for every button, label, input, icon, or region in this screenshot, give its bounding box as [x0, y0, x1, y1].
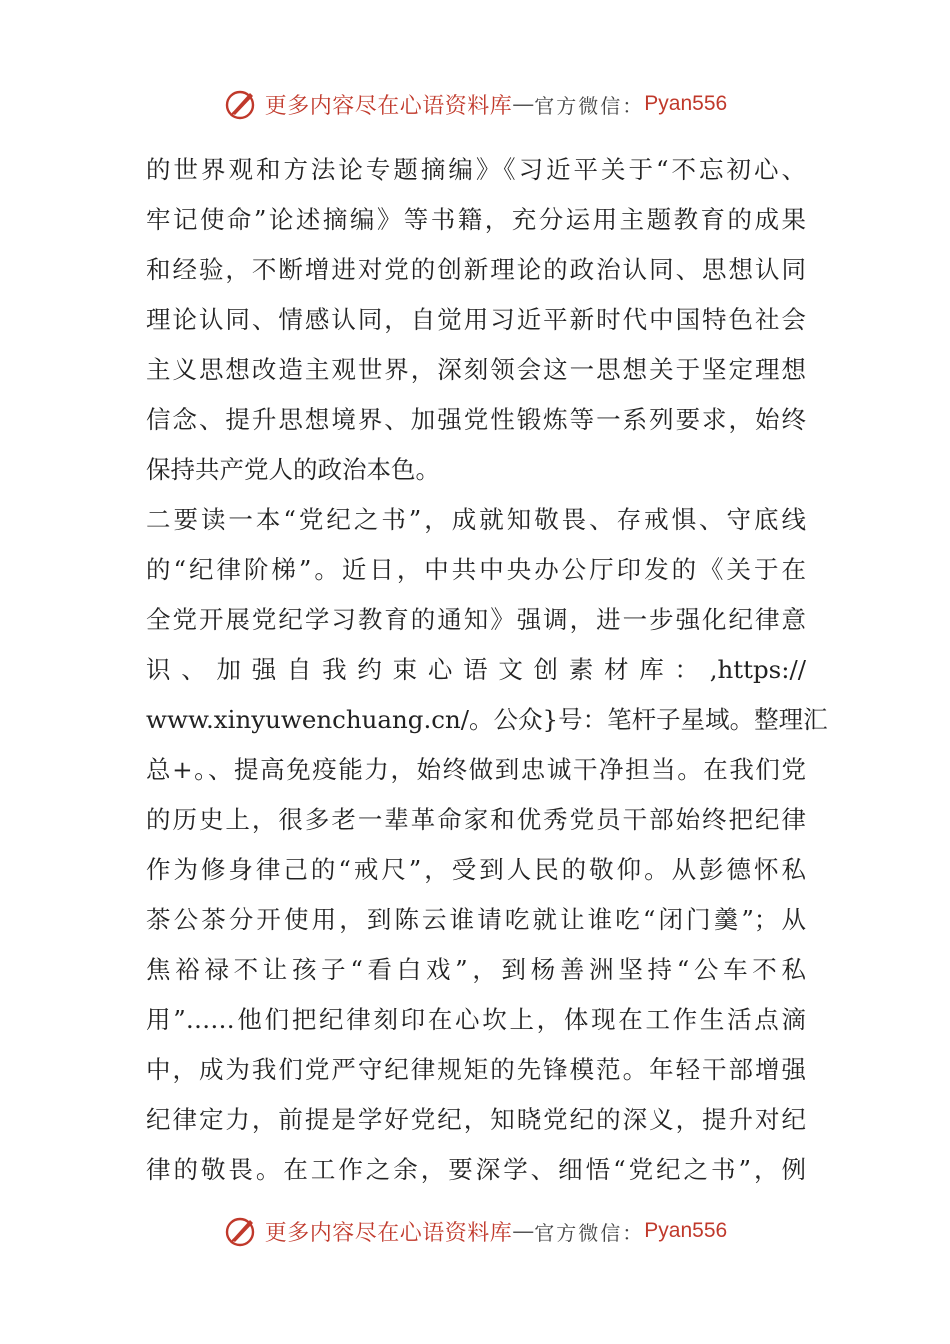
text-line: 纪律定力，前提是学好党纪，知晓党纪的深义，提升对纪: [146, 1105, 806, 1134]
text-line: 中，成为我们党严守纪律规矩的先锋模范。年轻干部增强: [146, 1055, 806, 1084]
text-line: 的“纪律阶梯”。近日，中共中央办公厅印发的《关于在: [146, 555, 806, 584]
text-line: 信念、提升思想境界、加强党性锻炼等一系列要求，始终: [146, 405, 806, 434]
footer-banner: [0, 1211, 950, 1251]
banner-wechat-label: 官方微信：: [534, 1220, 645, 1245]
banner-wechat-id: Pyan556: [644, 1219, 728, 1242]
text-line: 的历史上，很多老一辈革命家和优秀党员干部始终把纪律: [146, 805, 806, 834]
text-line: 律的敬畏。在工作之余，要深学、细悟“党纪之书”，例: [146, 1155, 806, 1184]
text-line: www.xinyuwenchuang.cn/。公众}号：笔杆子星域。整理汇: [146, 705, 828, 734]
text-line: 二要读一本“党纪之书”，成就知敬畏、存戒惧、守底线: [146, 505, 806, 534]
quill-pen-seal-icon: [223, 86, 259, 122]
text-line: 的世界观和方法论专题摘编》《习近平关于“不忘初心、: [146, 155, 806, 184]
text-line: 主义思想改造主观世界，深刻领会这一思想关于坚定理想: [146, 355, 806, 384]
text-line: 全党开展党纪学习教育的通知》强调，进一步强化纪律意: [146, 605, 806, 634]
banner-separator: —: [512, 1218, 535, 1244]
header-banner: [0, 84, 950, 124]
body-text: [146, 145, 828, 1195]
text-line: 作为修身律己的“戒尺”，受到人民的敬仰。从彭德怀私: [146, 855, 806, 884]
banner-separator: —: [512, 91, 535, 117]
text-line: 用”……他们把纪律刻印在心坎上，体现在工作生活点滴: [146, 1005, 806, 1034]
quill-pen-seal-icon: [223, 1213, 259, 1249]
text-line: 识、加强自我约束心语文创素材库：,https://: [146, 655, 806, 684]
text-line: 茶公茶分开使用，到陈云谁请吃就让谁吃“闭门羹”；从: [146, 905, 806, 934]
text-line: 总+。、提高免疫能力，始终做到忠诚干净担当。在我们党: [146, 755, 806, 784]
text-line: 焦裕禄不让孩子“看白戏”，到杨善洲坚持“公车不私: [146, 955, 806, 984]
text-line: 保持共产党人的政治本色。: [146, 455, 440, 484]
banner-wechat-label: 官方微信：: [534, 93, 645, 118]
text-line: 和经验，不断增进对党的创新理论的政治认同、思想认同: [146, 255, 806, 284]
text-line: 理论认同、情感认同，自觉用习近平新时代中国特色社会: [146, 305, 806, 334]
text-line: 牢记使命”论述摘编》等书籍，充分运用主题教育的成果: [146, 205, 806, 234]
banner-brand: 更多内容尽在心语资料库: [264, 1220, 513, 1246]
banner-wechat-id: Pyan556: [644, 92, 728, 115]
banner-brand: 更多内容尽在心语资料库: [264, 93, 513, 119]
